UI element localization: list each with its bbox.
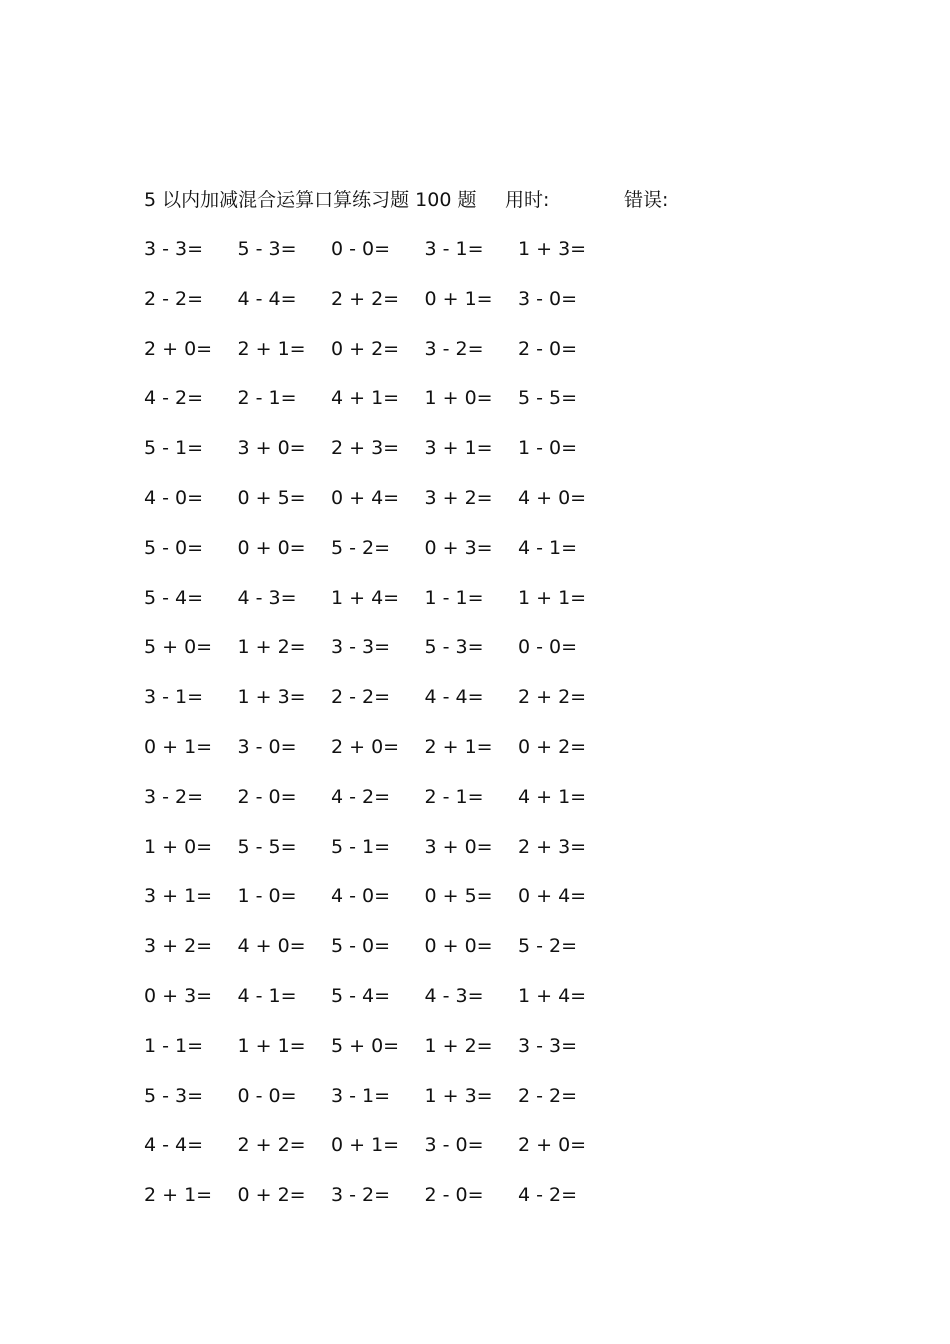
math-problem: 5 - 3= — [424, 636, 484, 659]
math-problem: 2 + 2= — [237, 1134, 306, 1157]
problem-row — [144, 932, 644, 982]
math-problem: 4 - 3= — [424, 984, 484, 1007]
math-problem: 3 - 3= — [331, 636, 391, 659]
math-problem: 2 + 2= — [331, 287, 400, 310]
math-problem: 3 - 2= — [331, 1184, 391, 1207]
math-problem: 5 - 0= — [331, 935, 391, 958]
math-problem: 0 + 0= — [424, 935, 493, 958]
math-problem: 3 + 1= — [424, 437, 493, 460]
problem-row — [144, 733, 644, 783]
math-problem: 2 - 0= — [518, 337, 578, 360]
math-problem: 4 - 1= — [518, 536, 578, 559]
math-problem: 4 - 2= — [331, 785, 391, 808]
math-problem: 3 - 1= — [144, 686, 204, 709]
math-problem: 4 - 3= — [237, 586, 297, 609]
problem-row — [144, 882, 644, 932]
math-problem: 1 + 2= — [424, 1034, 493, 1057]
math-problem: 4 - 0= — [144, 486, 204, 509]
math-problem: 0 + 3= — [424, 536, 493, 559]
problem-row — [144, 683, 644, 733]
problem-row — [144, 484, 644, 534]
math-problem: 1 + 4= — [331, 586, 400, 609]
problem-row — [144, 434, 644, 484]
math-problem: 0 - 0= — [331, 238, 391, 260]
problem-row — [144, 384, 644, 434]
math-problem: 3 + 1= — [144, 885, 213, 908]
math-problem: 2 + 0= — [518, 1134, 587, 1157]
math-problem: 1 + 3= — [424, 1084, 493, 1107]
math-problem: 1 + 0= — [424, 387, 493, 410]
math-problem: 5 + 0= — [331, 1034, 400, 1057]
math-problem: 5 - 0= — [144, 536, 204, 559]
math-problem: 5 + 0= — [144, 636, 213, 659]
math-problem: 4 - 4= — [237, 287, 297, 310]
worksheet-title: 5 以内加减混合运算口算练习题 100 题 — [144, 189, 477, 211]
math-problem: 2 + 2= — [518, 686, 587, 709]
problem-row — [144, 982, 644, 1032]
problem-row — [144, 285, 644, 335]
math-problem: 0 + 1= — [144, 735, 213, 758]
math-problem: 4 + 1= — [331, 387, 400, 410]
math-problem: 0 + 1= — [331, 1134, 400, 1157]
math-problem: 1 + 4= — [518, 984, 587, 1007]
math-problem: 0 + 2= — [331, 337, 400, 360]
math-problem: 2 - 2= — [518, 1084, 578, 1107]
math-problem: 2 + 3= — [518, 835, 587, 858]
math-problem: 0 + 2= — [237, 1184, 306, 1207]
math-problem: 0 + 2= — [518, 735, 587, 758]
math-problem: 4 - 2= — [144, 387, 204, 410]
math-problem: 1 - 1= — [424, 586, 484, 609]
math-problem: 1 + 2= — [237, 636, 306, 659]
math-problem: 5 - 1= — [144, 437, 204, 460]
math-problem: 4 - 0= — [331, 885, 391, 908]
math-problem: 5 - 4= — [331, 984, 391, 1007]
math-problem: 2 + 3= — [331, 437, 400, 460]
math-problem: 0 + 5= — [237, 486, 306, 509]
math-problem: 1 - 0= — [237, 885, 297, 908]
math-problem: 1 + 1= — [518, 586, 587, 609]
problem-row — [144, 534, 644, 584]
problem-row — [144, 1032, 644, 1082]
math-problem: 0 + 5= — [424, 885, 493, 908]
problem-row — [144, 235, 644, 285]
math-problem: 5 - 2= — [331, 536, 391, 559]
math-problem: 3 - 2= — [424, 337, 484, 360]
math-problem: 2 - 0= — [424, 1184, 484, 1207]
math-problem: 2 + 0= — [331, 735, 400, 758]
math-problem: 4 - 2= — [518, 1184, 578, 1207]
math-problem: 1 + 1= — [237, 1034, 306, 1057]
math-problem: 4 + 0= — [518, 486, 587, 509]
math-problem: 2 - 1= — [424, 785, 484, 808]
math-problem: 5 - 2= — [518, 935, 578, 958]
error-count-label: 错误: — [624, 189, 669, 211]
math-problem: 3 - 0= — [424, 1134, 484, 1157]
problem-row — [144, 833, 644, 883]
math-problem: 0 - 0= — [518, 636, 578, 659]
problem-row — [144, 783, 644, 833]
math-problem: 5 - 3= — [144, 1084, 204, 1107]
problem-row — [144, 584, 644, 634]
problem-row — [144, 633, 644, 683]
math-problem: 5 - 5= — [518, 387, 578, 410]
time-used-label: 用时: — [505, 189, 550, 211]
math-problem: 3 - 0= — [237, 735, 297, 758]
math-problem: 0 + 3= — [144, 984, 213, 1007]
math-problem: 3 + 2= — [424, 486, 493, 509]
math-problem: 1 - 0= — [518, 437, 578, 460]
math-problem: 3 + 0= — [424, 835, 493, 858]
math-problem: 2 + 1= — [144, 1184, 213, 1207]
math-problem: 3 - 0= — [518, 287, 578, 310]
math-problem: 4 + 0= — [237, 935, 306, 958]
math-problem: 0 + 4= — [518, 885, 587, 908]
math-problem: 4 + 1= — [518, 785, 587, 808]
math-problem: 0 + 4= — [331, 486, 400, 509]
math-problem: 3 - 1= — [331, 1084, 391, 1107]
problem-row — [144, 1082, 644, 1132]
worksheet-header — [144, 186, 844, 214]
problem-row — [144, 1131, 644, 1181]
math-problem: 1 + 0= — [144, 835, 213, 858]
math-problem: 3 + 0= — [237, 437, 306, 460]
math-problem: 1 - 1= — [144, 1034, 204, 1057]
math-problem: 2 + 1= — [237, 337, 306, 360]
math-problem: 3 - 3= — [518, 1034, 578, 1057]
math-problem: 2 - 2= — [331, 686, 391, 709]
math-problem: 0 - 0= — [237, 1084, 297, 1107]
math-problem: 2 - 2= — [144, 287, 204, 310]
math-problem: 1 + 3= — [518, 238, 587, 260]
math-problem: 5 - 3= — [237, 238, 297, 260]
math-problem: 0 + 1= — [424, 287, 493, 310]
math-problem: 0 + 0= — [237, 536, 306, 559]
math-problem: 4 - 4= — [424, 686, 484, 709]
math-problem: 5 - 5= — [237, 835, 297, 858]
math-problem: 5 - 4= — [144, 586, 204, 609]
math-problem: 1 + 3= — [237, 686, 306, 709]
math-problem: 2 - 0= — [237, 785, 297, 808]
problem-row — [144, 335, 644, 385]
math-problem: 4 - 4= — [144, 1134, 204, 1157]
math-problem: 3 - 3= — [144, 238, 204, 260]
math-problem: 3 - 1= — [424, 238, 484, 260]
math-problem: 5 - 1= — [331, 835, 391, 858]
math-problem: 3 - 2= — [144, 785, 204, 808]
math-problem: 2 + 0= — [144, 337, 213, 360]
math-problem: 2 - 1= — [237, 387, 297, 410]
problem-row — [144, 1181, 644, 1231]
math-problem: 4 - 1= — [237, 984, 297, 1007]
problem-grid — [144, 235, 644, 1231]
math-problem: 2 + 1= — [424, 735, 493, 758]
math-problem: 3 + 2= — [144, 935, 213, 958]
